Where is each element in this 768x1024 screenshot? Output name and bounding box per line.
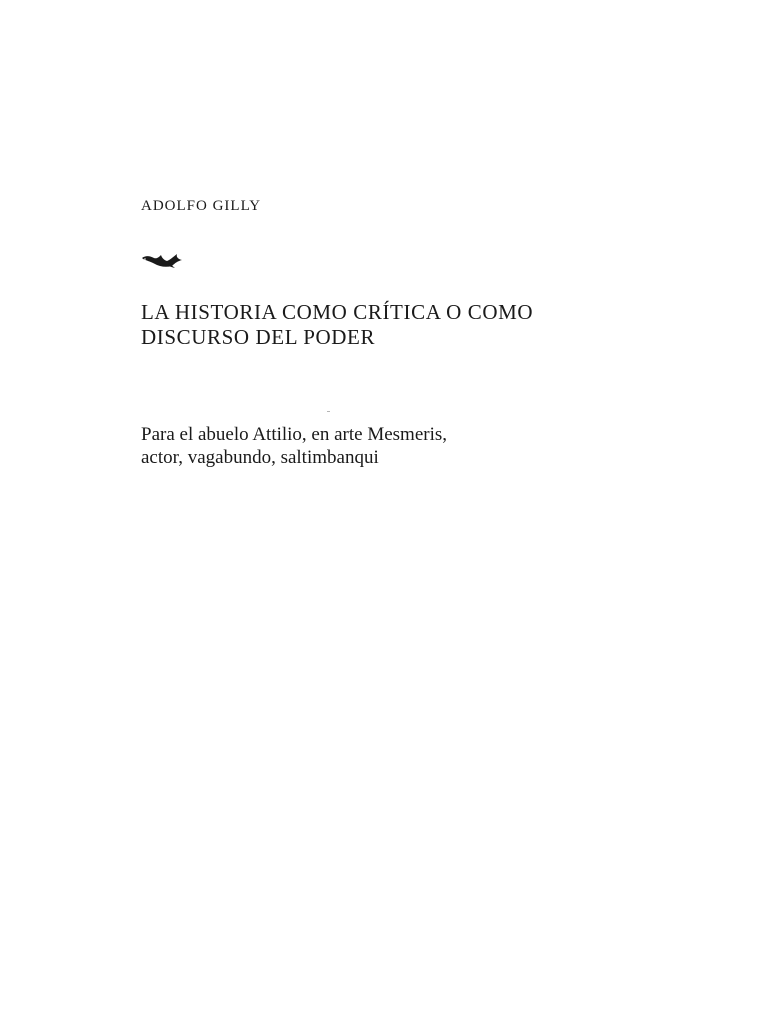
dedication-line-2: actor, vagabundo, saltimbanqui xyxy=(141,447,379,468)
book-title xyxy=(141,300,661,350)
dedication xyxy=(141,423,661,469)
publisher-bird-icon xyxy=(140,249,184,271)
print-speck xyxy=(327,411,330,412)
dedication-line-1: Para el abuelo Attilio, en arte Mesmeris, xyxy=(141,424,448,445)
author-name: ADOLFO GILLY xyxy=(141,198,262,214)
title-line-2: DISCURSO DEL PODER xyxy=(141,325,376,349)
title-line-1: LA HISTORIA COMO CRÍTICA O COMO xyxy=(141,300,534,324)
